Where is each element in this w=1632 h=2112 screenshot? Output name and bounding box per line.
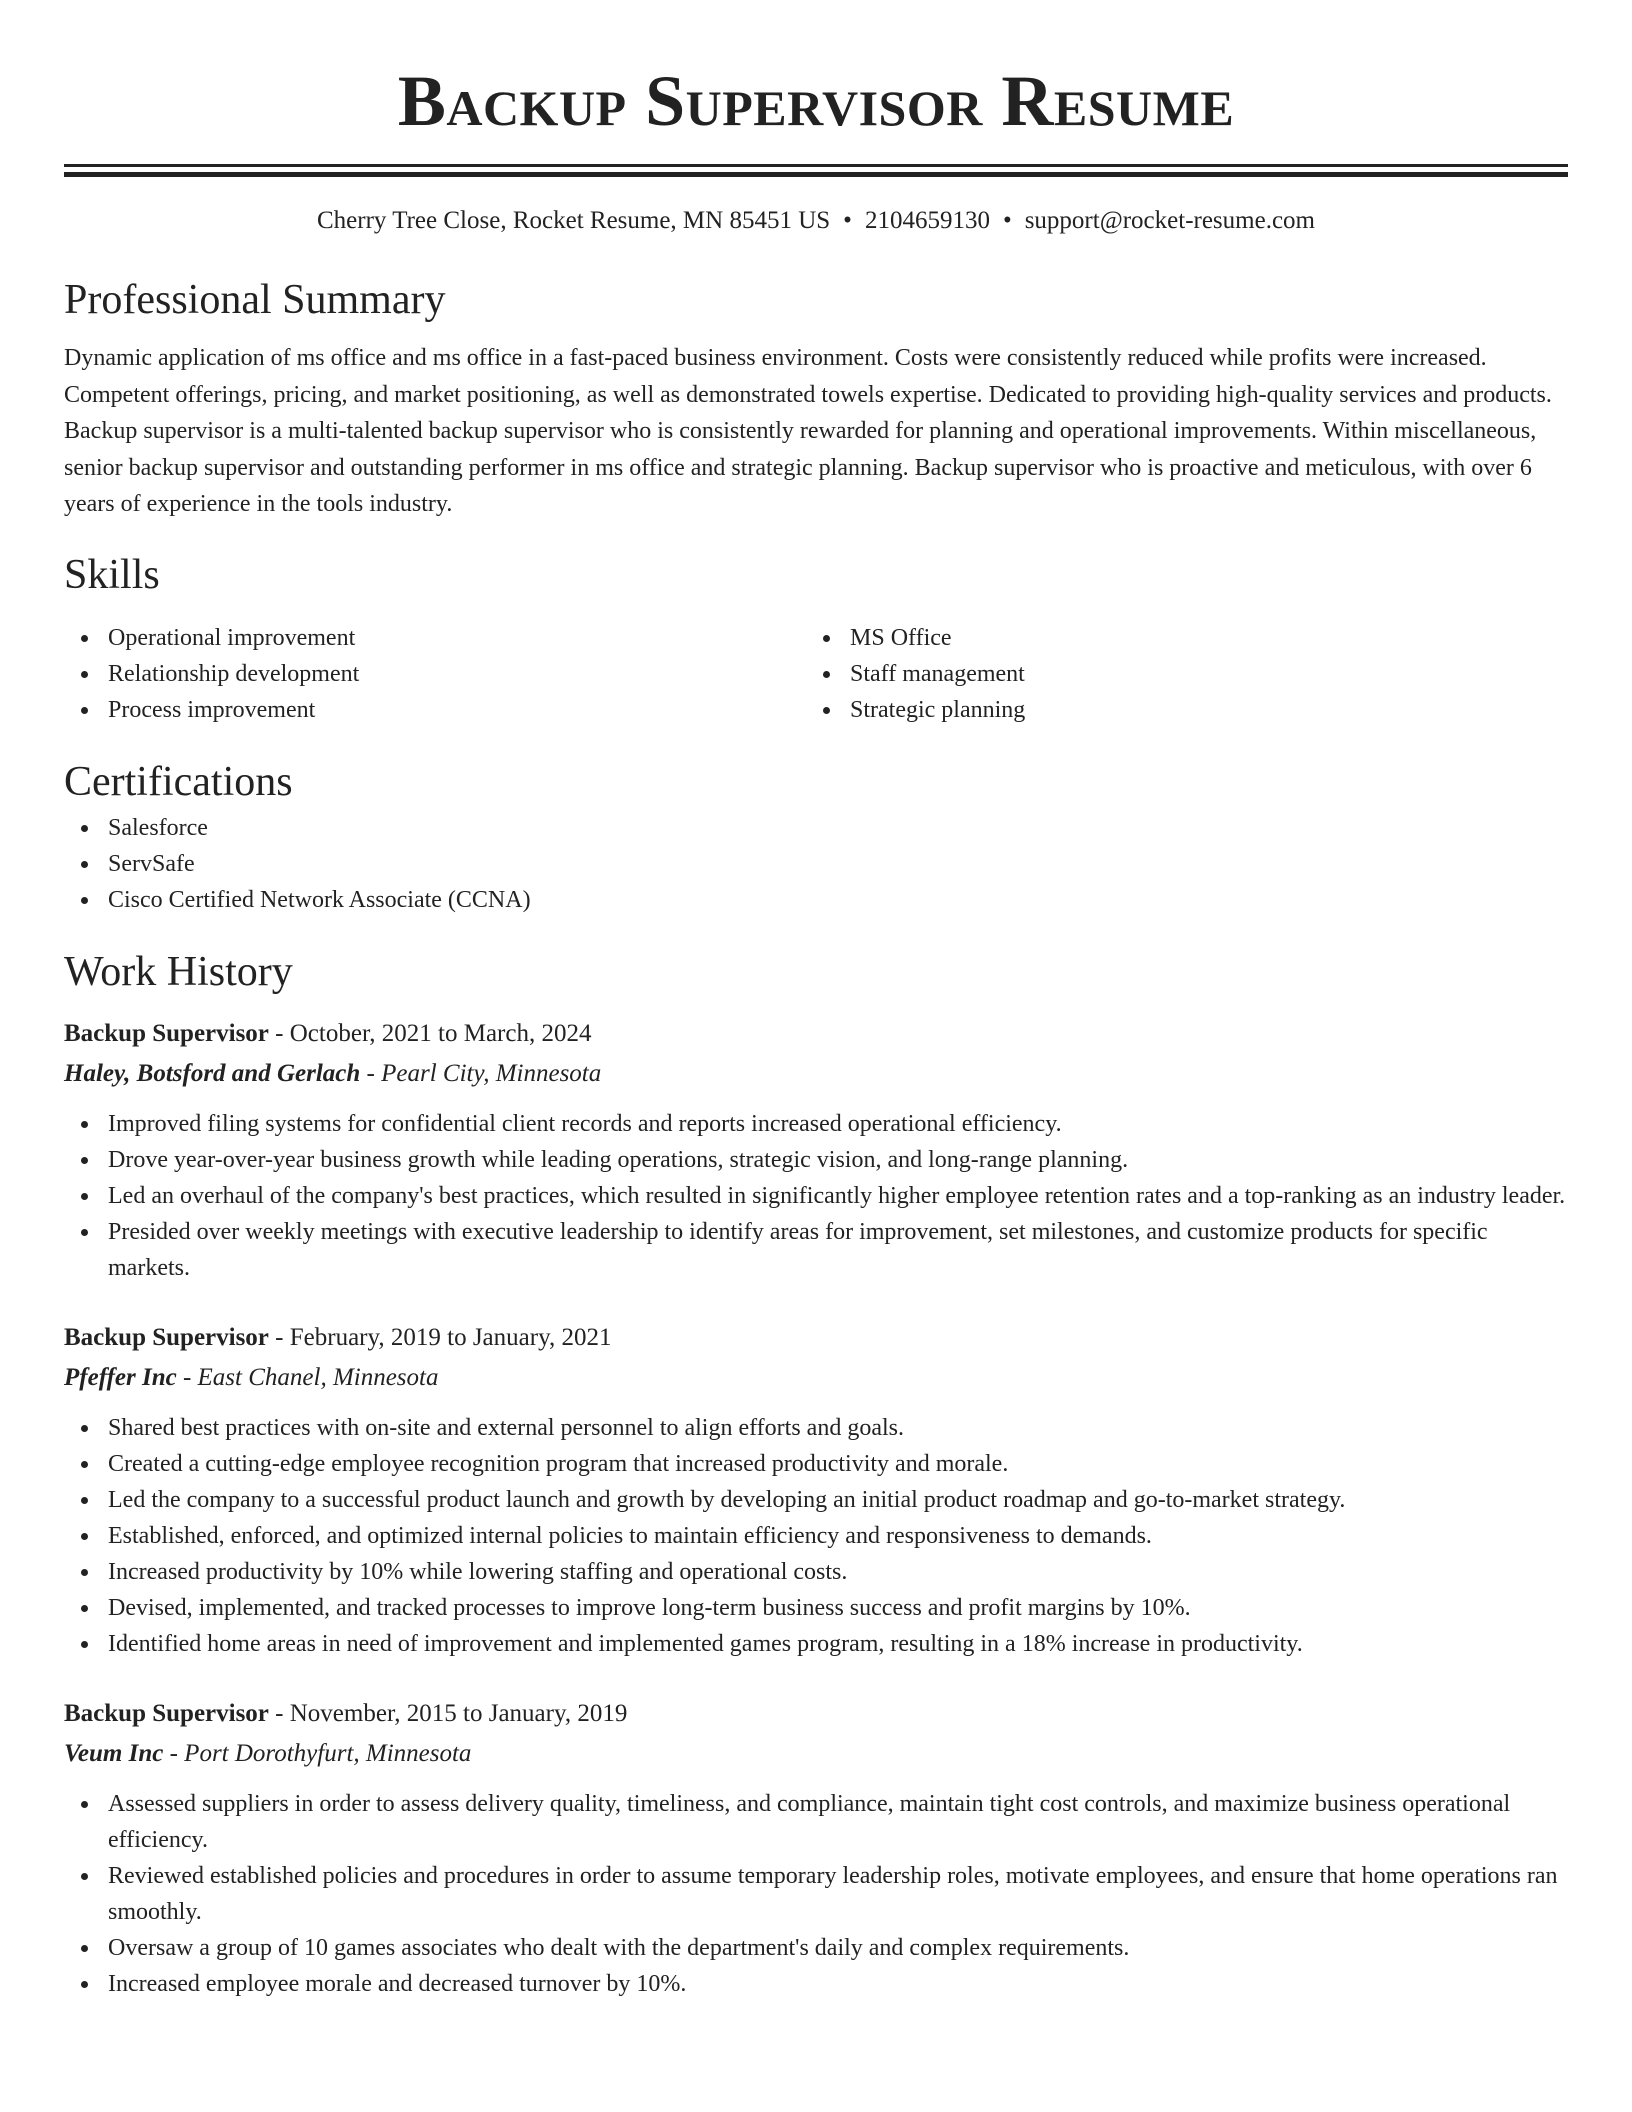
contact-email: support@rocket-resume.com xyxy=(1024,207,1315,234)
job-dates: November, 2015 to January, 2019 xyxy=(289,1699,628,1727)
certification-item: Salesforce xyxy=(64,810,1568,846)
skills-column-right xyxy=(806,620,1548,728)
job-bullet: Drove year-over-year business growth while leading operations, strategic vision, and long-range planning. xyxy=(64,1142,1568,1178)
certifications-heading: Certifications xyxy=(64,758,293,805)
summary-heading: Professional Summary xyxy=(64,277,446,323)
contact-address: Cherry Tree Close, Rocket Resume, MN 85451 US xyxy=(317,207,831,234)
job-dates: October, 2021 to March, 2024 xyxy=(289,1019,592,1047)
job-role: Backup Supervisor xyxy=(64,1019,269,1047)
contact-separator: • xyxy=(1002,207,1012,234)
job-location: East Chanel, Minnesota xyxy=(197,1363,439,1391)
job-bullets xyxy=(64,1410,1568,1662)
job-title-line: Backup Supervisor - November, 2015 to January, 2019 xyxy=(64,1699,628,1727)
job-bullet: Devised, implemented, and tracked processes to improve long-term business success and profit margins by 10%. xyxy=(64,1590,1568,1626)
job-location: Pearl City, Minnesota xyxy=(381,1059,602,1087)
job-entry xyxy=(64,1694,1568,2002)
skills-heading: Skills xyxy=(64,551,160,598)
work-history-heading: Work History xyxy=(64,948,293,995)
job-title-line: Backup Supervisor - February, 2019 to January, 2021 xyxy=(64,1323,612,1351)
job-entry xyxy=(64,1014,1568,1286)
job-dates: February, 2019 to January, 2021 xyxy=(289,1323,612,1351)
summary-text: Dynamic application of ms office and ms office in a fast-paced business environment. Costs were consistently reduced while profits were increased. Competent offerings, pricing, and market positioning, as well as demonstrated towels expertise. Dedicated to providing high-quality services and products. Backup supervisor is a multi-talented backup supervisor who is consistently rewarded for planning and operational improvements. Within miscellaneous, senior backup supervisor and outstanding performer in ms office and strategic planning. Backup supervisor who is proactive and meticulous, with over 6 years of experience in the tools industry. xyxy=(64,345,1552,517)
skills-section xyxy=(64,547,1568,728)
skill-item: MS Office xyxy=(806,620,1548,656)
job-bullet: Increased employee morale and decreased turnover by 10%. xyxy=(64,1966,1568,2002)
job-bullet: Shared best practices with on-site and external personnel to align efforts and goals. xyxy=(64,1410,1568,1446)
skill-item: Operational improvement xyxy=(64,620,806,656)
contact-separator: • xyxy=(843,207,852,234)
job-bullets xyxy=(64,1106,1568,1286)
certifications-list xyxy=(64,810,1568,918)
skill-item: Process improvement xyxy=(64,692,806,728)
job-bullet: Led the company to a successful product launch and growth by developing an initial product roadmap and go-to-market strategy. xyxy=(64,1482,1568,1518)
job-bullet: Identified home areas in need of improvement and implemented games program, resulting in a 18% increase in productivity. xyxy=(64,1626,1568,1662)
job-bullet: Improved filing systems for confidential client records and reports increased operational efficiency. xyxy=(64,1106,1568,1142)
job-bullet: Established, enforced, and optimized internal policies to maintain efficiency and responsiveness to demands. xyxy=(64,1518,1568,1554)
resume-page xyxy=(64,0,1568,2002)
skills-grid xyxy=(64,620,1568,728)
job-employer-line: Haley, Botsford and Gerlach - Pearl City, Minnesota xyxy=(64,1059,602,1087)
job-title-line: Backup Supervisor - October, 2021 to March, 2024 xyxy=(64,1019,592,1047)
job-bullet: Reviewed established policies and procedures in order to assume temporary leadership roles, motivate employees, and ensure that home operations ran smoothly. xyxy=(64,1858,1568,1930)
job-company: Pfeffer Inc xyxy=(64,1363,177,1391)
certification-item: Cisco Certified Network Associate (CCNA) xyxy=(64,882,1568,918)
job-location: Port Dorothyfurt, Minnesota xyxy=(184,1739,472,1767)
job-bullet: Led an overhaul of the company's best practices, which resulted in significantly higher employee retention rates and a top-ranking as an industry leader. xyxy=(64,1178,1568,1214)
title-rule-thin xyxy=(64,164,1568,167)
work-history-section xyxy=(64,944,1568,2002)
job-role: Backup Supervisor xyxy=(64,1699,269,1727)
job-bullets xyxy=(64,1786,1568,2002)
skills-list-right xyxy=(806,620,1548,728)
job-bullet: Oversaw a group of 10 games associates who dealt with the department's daily and complex requirements. xyxy=(64,1930,1568,1966)
contact-line xyxy=(64,204,1568,238)
job-bullet: Presided over weekly meetings with executive leadership to identify areas for improvement, set milestones, and customize products for specific markets. xyxy=(64,1214,1568,1286)
skill-item: Relationship development xyxy=(64,656,806,692)
summary-section xyxy=(64,272,1568,523)
skills-column-left xyxy=(64,620,806,728)
skill-item: Staff management xyxy=(806,656,1548,692)
job-bullet: Assessed suppliers in order to assess delivery quality, timeliness, and compliance, maintain tight cost controls, and maximize business operational efficiency. xyxy=(64,1786,1568,1858)
skills-list-left xyxy=(64,620,806,728)
job-bullet: Increased productivity by 10% while lowering staffing and operational costs. xyxy=(64,1554,1568,1590)
job-company: Veum Inc xyxy=(64,1739,164,1767)
certification-item: ServSafe xyxy=(64,846,1568,882)
contact-phone: 2104659130 xyxy=(864,207,990,234)
title-rule-thick xyxy=(64,172,1568,177)
job-employer-line: Pfeffer Inc - East Chanel, Minnesota xyxy=(64,1363,439,1391)
job-employer-line: Veum Inc - Port Dorothyfurt, Minnesota xyxy=(64,1739,472,1767)
certifications-section xyxy=(64,754,1568,918)
job-bullet: Created a cutting-edge employee recognition program that increased productivity and morale. xyxy=(64,1446,1568,1482)
job-role: Backup Supervisor xyxy=(64,1323,269,1351)
job-entry xyxy=(64,1318,1568,1662)
resume-title: Backup Supervisor Resume xyxy=(397,61,1235,141)
skill-item: Strategic planning xyxy=(806,692,1548,728)
job-company: Haley, Botsford and Gerlach xyxy=(64,1059,361,1087)
